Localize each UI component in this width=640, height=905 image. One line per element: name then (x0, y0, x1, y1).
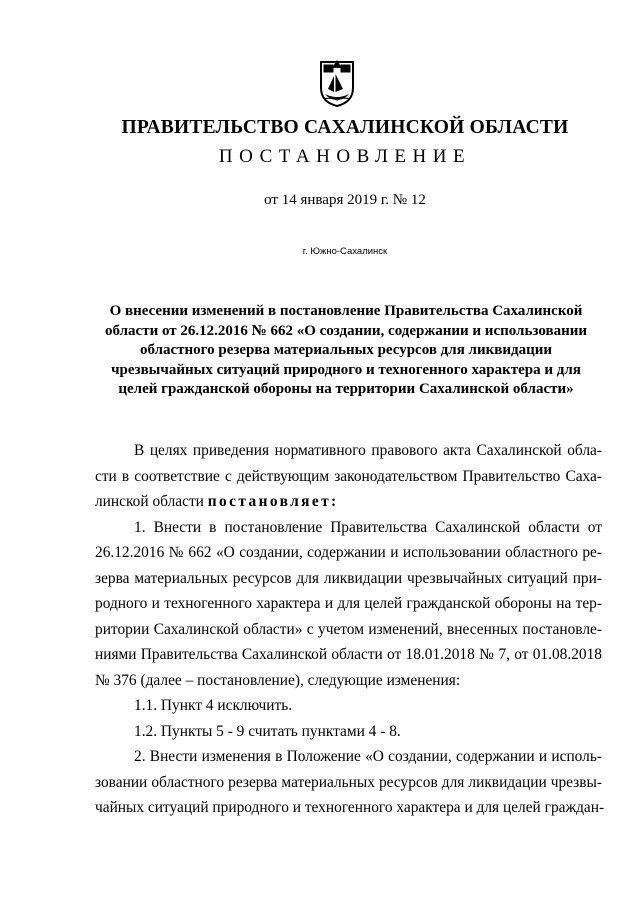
item1-line: 26.12.2016 № 662 «О создании, содержании и использовании областного ре- (95, 544, 602, 561)
preamble-line: В целях приведения нормативного правового акта Сахалинской обла- (134, 442, 602, 459)
item1-line: родного и техногенного характера и для целей гражданской обороны на тер- (95, 595, 602, 612)
item1-line: ритории Сахалинской области» с учетом изменений, внесенных постановле- (95, 620, 602, 638)
item1-line: ниями Правительства Сахалинской области от 18.01.2018 № 7, от 01.08.2018 (95, 646, 602, 663)
preamble-line: сти в соответствие с действующим законодательством Правительство Саха- (95, 467, 602, 485)
document-subject (92, 302, 600, 400)
preamble-last-line (95, 489, 602, 515)
item1-line: зерва материальных ресурсов для ликвидации чрезвычайных ситуаций при- (95, 569, 602, 587)
item2-line: чайных ситуаций природного и техногенного характера и для целей граждан- (95, 799, 605, 816)
issue-city: г. Южно-Сахалинск (302, 246, 388, 257)
subject-line: целей гражданской обороны на территории Сахалинской области» (118, 381, 574, 397)
item2-line: 2. Внести изменения в Положение «О создании, содержании и исполь- (134, 748, 602, 765)
subject-line: О внесении изменений в постановление Правительства Сахалинской (109, 303, 583, 319)
decree-word: постановляет: (207, 493, 339, 510)
document-date-number: от 14 января 2019 г. № 12 (264, 192, 426, 208)
preamble-text: линской области (95, 493, 208, 510)
item1-1: 1.1. Пункт 4 исключить. (134, 697, 293, 714)
government-title: ПРАВИТЕЛЬСТВО САХАЛИНСКОЙ ОБЛАСТИ (121, 117, 569, 138)
sakhalin-coat-of-arms-icon (318, 58, 356, 108)
document-body (95, 438, 605, 821)
subject-line: области от 26.12.2016 № 662 «О создании, содержании и использовании (105, 322, 587, 339)
item1-2: 1.2. Пункты 5 - 9 считать пунктами 4 - 8. (134, 722, 401, 740)
subject-line: областного резерва материальных ресурсов для ликвидации (139, 342, 553, 358)
item1-line: № 376 (далее – постановление), следующие изменения: (95, 671, 461, 689)
item2-line: зовании областного резерва материальных ресурсов для ликвидации чрезвы- (95, 773, 602, 791)
subject-line: чрезвычайных ситуаций природного и техногенного характера и для (111, 361, 581, 378)
item1-line: 1. Внести в постановление Правительства Сахалинской области от (134, 518, 602, 536)
document-type: ПОСТАНОВЛЕНИЕ (218, 146, 472, 167)
